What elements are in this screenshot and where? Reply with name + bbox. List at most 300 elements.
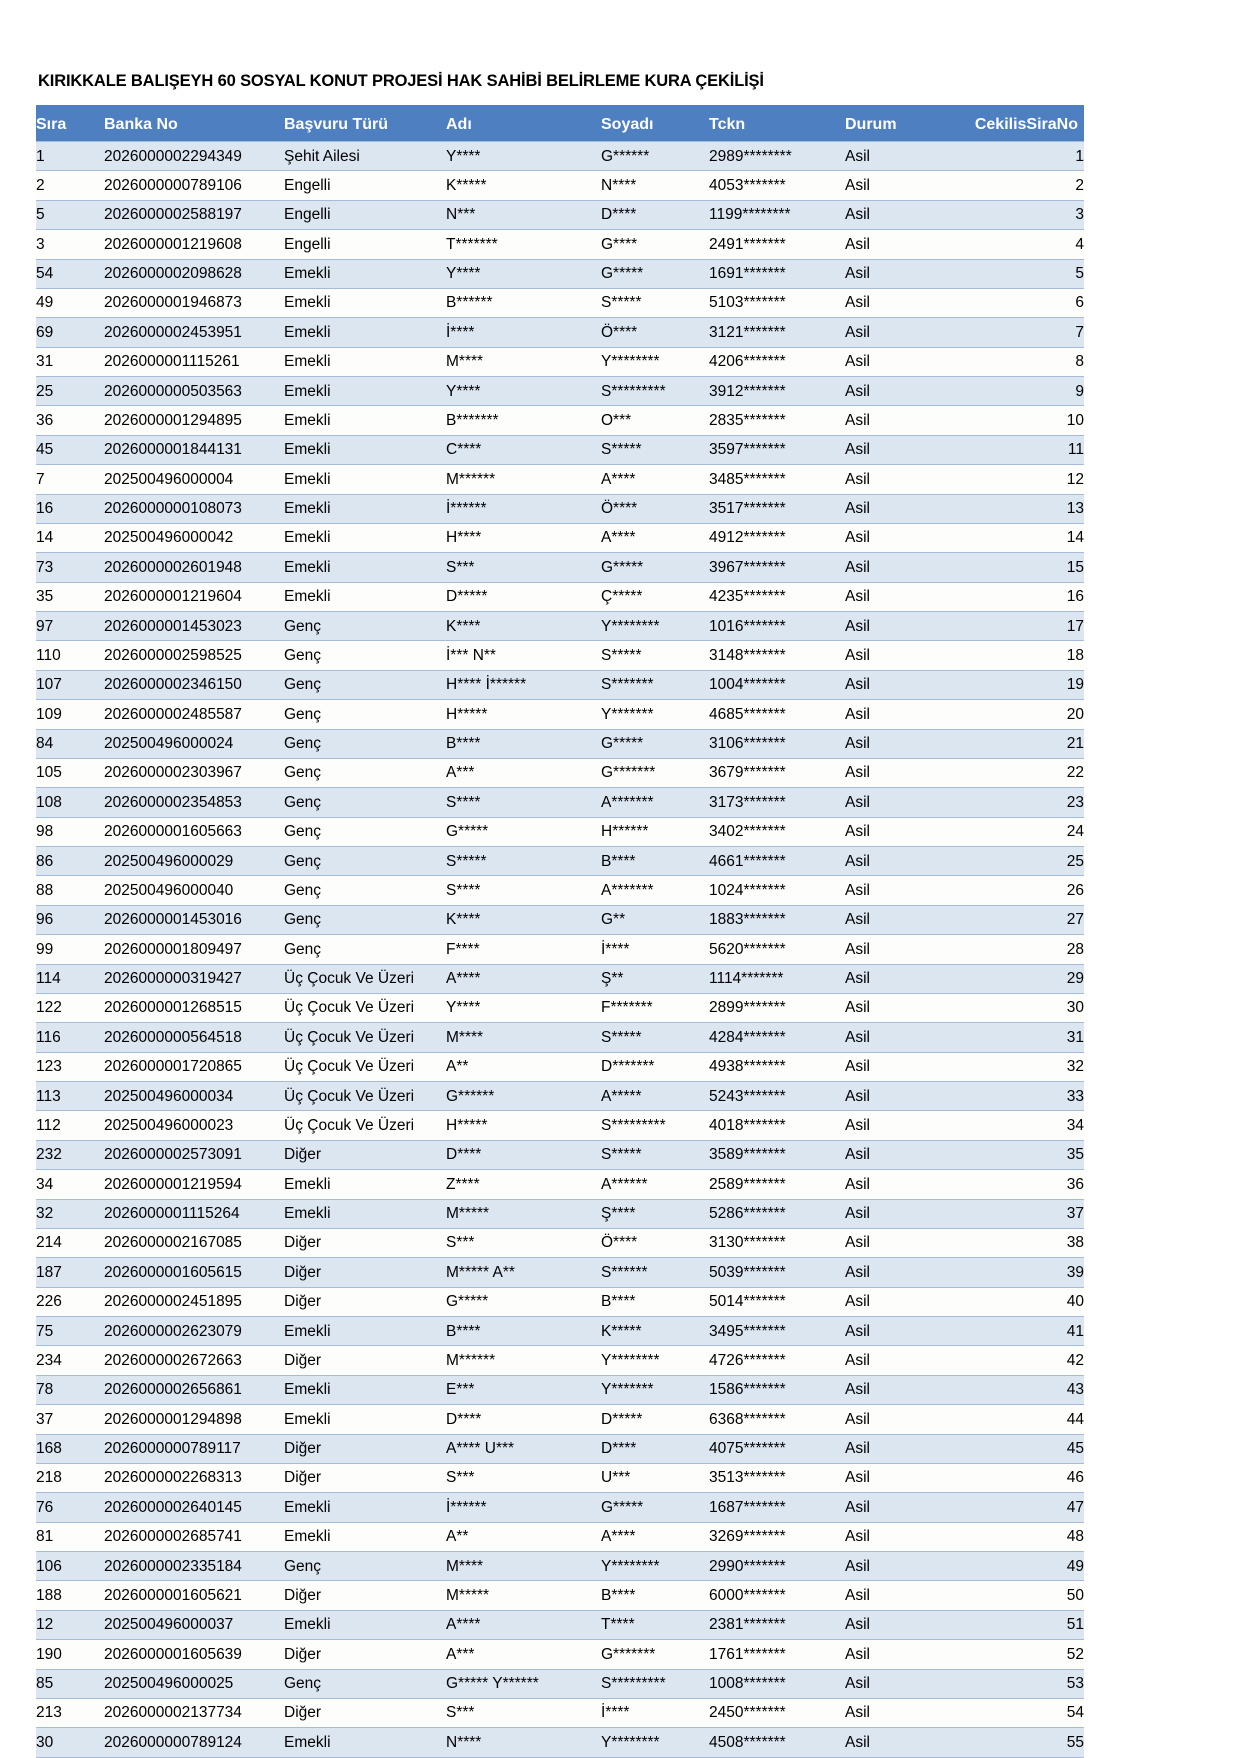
table-row[interactable] [36, 1640, 1084, 1669]
cell-durum: Asil [845, 729, 938, 758]
cell-sira: 112 [36, 1111, 104, 1140]
cell-basvuru: Diğer [284, 1581, 446, 1610]
cell-sira: 81 [36, 1522, 104, 1551]
table-row[interactable] [36, 1023, 1084, 1052]
cell-banka: 2026000002137734 [104, 1698, 284, 1727]
cell-soyadi: H****** [601, 817, 709, 846]
cell-cekilis: 44 [938, 1405, 1084, 1434]
cell-basvuru: Diğer [284, 1228, 446, 1257]
cell-adi: M***** A** [446, 1258, 601, 1287]
cell-tckn: 4726******* [709, 1346, 845, 1375]
table-row[interactable] [36, 582, 1084, 611]
cell-soyadi: G****** [601, 142, 709, 171]
cell-cekilis: 18 [938, 641, 1084, 670]
cell-soyadi: Y******** [601, 1728, 709, 1757]
cell-durum: Asil [845, 1317, 938, 1346]
cell-tckn: 3106******* [709, 729, 845, 758]
cell-sira: 14 [36, 523, 104, 552]
table-row[interactable] [36, 200, 1084, 229]
cell-tckn: 5620******* [709, 935, 845, 964]
table-row[interactable] [36, 142, 1084, 171]
cell-basvuru: Emekli [284, 288, 446, 317]
cell-basvuru: Genç [284, 758, 446, 787]
table-row[interactable] [36, 1698, 1084, 1727]
cell-durum: Asil [845, 171, 938, 200]
cell-soyadi: Y******* [601, 1375, 709, 1404]
cell-sira: 190 [36, 1640, 104, 1669]
table-body [36, 142, 1084, 1758]
cell-cekilis: 16 [938, 582, 1084, 611]
cell-durum: Asil [845, 1258, 938, 1287]
column-header-durum[interactable]: Durum [845, 105, 938, 142]
cell-sira: 234 [36, 1346, 104, 1375]
cell-basvuru: Diğer [284, 1140, 446, 1169]
cell-sira: 99 [36, 935, 104, 964]
cell-basvuru: Emekli [284, 1375, 446, 1404]
cell-cekilis: 52 [938, 1640, 1084, 1669]
cell-cekilis: 14 [938, 523, 1084, 552]
cell-banka: 2026000001115261 [104, 347, 284, 376]
cell-durum: Asil [845, 406, 938, 435]
cell-soyadi: B**** [601, 1581, 709, 1610]
cell-adi: C**** [446, 435, 601, 464]
page-title: KIRIKKALE BALIŞEYH 60 SOSYAL KONUT PROJESİ HAK SAHİBİ BELİRLEME KURA ÇEKİLİŞİ [38, 72, 764, 90]
table-row[interactable] [36, 612, 1084, 641]
cell-soyadi: Ş**** [601, 1199, 709, 1228]
cell-sira: 54 [36, 259, 104, 288]
table-row[interactable] [36, 377, 1084, 406]
table-row[interactable] [36, 964, 1084, 993]
cell-durum: Asil [845, 523, 938, 552]
cell-sira: 5 [36, 200, 104, 229]
column-header-tckn[interactable]: Tckn [709, 105, 845, 142]
cell-sira: 188 [36, 1581, 104, 1610]
cell-soyadi: B**** [601, 847, 709, 876]
cell-cekilis: 9 [938, 377, 1084, 406]
cell-basvuru: Emekli [284, 1728, 446, 1757]
cell-basvuru: Emekli [284, 1199, 446, 1228]
cell-sira: 16 [36, 494, 104, 523]
cell-tckn: 1761******* [709, 1640, 845, 1669]
cell-adi: A** [446, 1052, 601, 1081]
cell-banka: 2026000001219608 [104, 230, 284, 259]
cell-tckn: 3967******* [709, 553, 845, 582]
cell-basvuru: Engelli [284, 200, 446, 229]
cell-soyadi: Y******** [601, 612, 709, 641]
table-row[interactable] [36, 1493, 1084, 1522]
cell-sira: 113 [36, 1082, 104, 1111]
cell-soyadi: G***** [601, 259, 709, 288]
table-row[interactable] [36, 1522, 1084, 1551]
cell-cekilis: 33 [938, 1082, 1084, 1111]
cell-soyadi: S********* [601, 1669, 709, 1698]
cell-tckn: 4018******* [709, 1111, 845, 1140]
cell-durum: Asil [845, 905, 938, 934]
cell-adi: Y**** [446, 142, 601, 171]
cell-soyadi: İ**** [601, 935, 709, 964]
cell-cekilis: 32 [938, 1052, 1084, 1081]
cell-durum: Asil [845, 1052, 938, 1081]
cell-adi: İ****** [446, 1493, 601, 1522]
cell-durum: Asil [845, 200, 938, 229]
cell-sira: 30 [36, 1728, 104, 1757]
table-row[interactable] [36, 1082, 1084, 1111]
table-row[interactable] [36, 758, 1084, 787]
cell-tckn: 3121******* [709, 318, 845, 347]
cell-banka: 2026000001844131 [104, 435, 284, 464]
cell-banka: 202500496000025 [104, 1669, 284, 1698]
cell-basvuru: Emekli [284, 523, 446, 552]
cell-sira: 1 [36, 142, 104, 171]
table-row[interactable] [36, 318, 1084, 347]
cell-soyadi: A**** [601, 523, 709, 552]
cell-tckn: 4508******* [709, 1728, 845, 1757]
cell-banka: 2026000002303967 [104, 758, 284, 787]
cell-durum: Asil [845, 553, 938, 582]
cell-adi: N*** [446, 200, 601, 229]
cell-banka: 2026000001219604 [104, 582, 284, 611]
table-row[interactable] [36, 876, 1084, 905]
cell-soyadi: A**** [601, 1522, 709, 1551]
cell-adi: D**** [446, 1140, 601, 1169]
cell-banka: 2026000002354853 [104, 788, 284, 817]
cell-banka: 2026000001605639 [104, 1640, 284, 1669]
cell-banka: 2026000001720865 [104, 1052, 284, 1081]
table-row[interactable] [36, 641, 1084, 670]
cell-adi: S**** [446, 788, 601, 817]
table-row[interactable] [36, 1463, 1084, 1492]
table-row[interactable] [36, 171, 1084, 200]
cell-adi: S*** [446, 553, 601, 582]
cell-tckn: 3495******* [709, 1317, 845, 1346]
table-row[interactable] [36, 259, 1084, 288]
column-header-sira[interactable]: Sıra [36, 105, 104, 142]
cell-durum: Asil [845, 230, 938, 259]
cell-cekilis: 11 [938, 435, 1084, 464]
cell-basvuru: Üç Çocuk Ve Üzeri [284, 1052, 446, 1081]
cell-tckn: 5014******* [709, 1287, 845, 1316]
cell-cekilis: 21 [938, 729, 1084, 758]
cell-sira: 35 [36, 582, 104, 611]
cell-soyadi: G******* [601, 758, 709, 787]
table-row[interactable] [36, 1170, 1084, 1199]
cell-adi: M****** [446, 465, 601, 494]
table-row[interactable] [36, 347, 1084, 376]
cell-cekilis: 37 [938, 1199, 1084, 1228]
cell-adi: G****** [446, 1082, 601, 1111]
cell-sira: 75 [36, 1317, 104, 1346]
table-row[interactable] [36, 1346, 1084, 1375]
cell-durum: Asil [845, 1140, 938, 1169]
cell-adi: H**** İ****** [446, 670, 601, 699]
cell-durum: Asil [845, 700, 938, 729]
cell-sira: 123 [36, 1052, 104, 1081]
cell-tckn: 2450******* [709, 1698, 845, 1727]
cell-basvuru: Diğer [284, 1287, 446, 1316]
table-row[interactable] [36, 523, 1084, 552]
cell-tckn: 1008******* [709, 1669, 845, 1698]
cell-basvuru: Genç [284, 905, 446, 934]
cell-adi: A**** [446, 964, 601, 993]
cell-tckn: 4685******* [709, 700, 845, 729]
cell-sira: 85 [36, 1669, 104, 1698]
cell-cekilis: 47 [938, 1493, 1084, 1522]
cell-soyadi: S******* [601, 670, 709, 699]
cell-soyadi: Ş** [601, 964, 709, 993]
cell-tckn: 4912******* [709, 523, 845, 552]
cell-tckn: 3485******* [709, 465, 845, 494]
cell-adi: G***** [446, 817, 601, 846]
cell-adi: S**** [446, 876, 601, 905]
table-row[interactable] [36, 670, 1084, 699]
cell-durum: Asil [845, 1493, 938, 1522]
cell-sira: 97 [36, 612, 104, 641]
column-header-basvuru-turu[interactable]: Başvuru Türü [284, 105, 446, 142]
cell-durum: Asil [845, 435, 938, 464]
cell-cekilis: 53 [938, 1669, 1084, 1698]
table-row[interactable] [36, 1140, 1084, 1169]
cell-durum: Asil [845, 1023, 938, 1052]
cell-adi: A*** [446, 1640, 601, 1669]
cell-tckn: 2589******* [709, 1170, 845, 1199]
cell-cekilis: 20 [938, 700, 1084, 729]
table-row[interactable] [36, 230, 1084, 259]
cell-sira: 76 [36, 1493, 104, 1522]
cell-sira: 69 [36, 318, 104, 347]
cell-sira: 37 [36, 1405, 104, 1434]
cell-tckn: 4661******* [709, 847, 845, 876]
cell-durum: Asil [845, 1552, 938, 1581]
cell-adi: D***** [446, 582, 601, 611]
cell-banka: 2026000002451895 [104, 1287, 284, 1316]
cell-banka: 2026000001294898 [104, 1405, 284, 1434]
cell-soyadi: G***** [601, 1493, 709, 1522]
table-row[interactable] [36, 1317, 1084, 1346]
cell-sira: 25 [36, 377, 104, 406]
cell-adi: N**** [446, 1728, 601, 1757]
cell-cekilis: 27 [938, 905, 1084, 934]
cell-sira: 34 [36, 1170, 104, 1199]
cell-tckn: 1691******* [709, 259, 845, 288]
cell-durum: Asil [845, 964, 938, 993]
cell-sira: 105 [36, 758, 104, 787]
cell-banka: 2026000000564518 [104, 1023, 284, 1052]
table-row[interactable] [36, 435, 1084, 464]
cell-sira: 2 [36, 171, 104, 200]
cell-banka: 2026000002685741 [104, 1522, 284, 1551]
cell-cekilis: 19 [938, 670, 1084, 699]
table-row[interactable] [36, 1552, 1084, 1581]
cell-banka: 2026000000789124 [104, 1728, 284, 1757]
cell-sira: 84 [36, 729, 104, 758]
cell-sira: 78 [36, 1375, 104, 1404]
cell-soyadi: A******* [601, 876, 709, 905]
cell-basvuru: Diğer [284, 1463, 446, 1492]
cell-adi: D**** [446, 1405, 601, 1434]
cell-tckn: 3173******* [709, 788, 845, 817]
cell-basvuru: Genç [284, 876, 446, 905]
table-row[interactable] [36, 465, 1084, 494]
cell-sira: 116 [36, 1023, 104, 1052]
cell-adi: K**** [446, 612, 601, 641]
cell-basvuru: Emekli [284, 465, 446, 494]
cell-banka: 202500496000040 [104, 876, 284, 905]
cell-basvuru: Emekli [284, 377, 446, 406]
cell-adi: İ****** [446, 494, 601, 523]
cell-basvuru: Genç [284, 935, 446, 964]
cell-banka: 2026000002335184 [104, 1552, 284, 1581]
cell-basvuru: Emekli [284, 1610, 446, 1639]
cell-sira: 214 [36, 1228, 104, 1257]
table-row[interactable] [36, 1199, 1084, 1228]
cell-cekilis: 15 [938, 553, 1084, 582]
cell-banka: 2026000001605663 [104, 817, 284, 846]
cell-soyadi: F******* [601, 993, 709, 1022]
cell-sira: 88 [36, 876, 104, 905]
cell-durum: Asil [845, 1434, 938, 1463]
cell-tckn: 3402******* [709, 817, 845, 846]
cell-banka: 2026000002601948 [104, 553, 284, 582]
table-row[interactable] [36, 1581, 1084, 1610]
cell-tckn: 2989******** [709, 142, 845, 171]
cell-soyadi: Y******** [601, 1552, 709, 1581]
cell-soyadi: G***** [601, 729, 709, 758]
table-row[interactable] [36, 935, 1084, 964]
cell-sira: 86 [36, 847, 104, 876]
cell-adi: K**** [446, 905, 601, 934]
cell-durum: Asil [845, 758, 938, 787]
cell-cekilis: 10 [938, 406, 1084, 435]
table-row[interactable] [36, 494, 1084, 523]
table-row[interactable] [36, 1728, 1084, 1757]
cell-soyadi: S********* [601, 377, 709, 406]
cell-sira: 187 [36, 1258, 104, 1287]
cell-adi: A*** [446, 758, 601, 787]
cell-banka: 2026000000108073 [104, 494, 284, 523]
cell-adi: M***** [446, 1199, 601, 1228]
table-row[interactable] [36, 847, 1084, 876]
cell-adi: B**** [446, 729, 601, 758]
cell-soyadi: G***** [601, 553, 709, 582]
cell-banka: 2026000001453023 [104, 612, 284, 641]
table-row[interactable] [36, 1610, 1084, 1639]
table-row[interactable] [36, 817, 1084, 846]
cell-basvuru: Üç Çocuk Ve Üzeri [284, 964, 446, 993]
cell-adi: A**** [446, 1610, 601, 1639]
cell-cekilis: 24 [938, 817, 1084, 846]
cell-basvuru: Emekli [284, 347, 446, 376]
cell-soyadi: Ö**** [601, 318, 709, 347]
cell-basvuru: Üç Çocuk Ve Üzeri [284, 993, 446, 1022]
table-row[interactable] [36, 1228, 1084, 1257]
cell-soyadi: D******* [601, 1052, 709, 1081]
cell-cekilis: 29 [938, 964, 1084, 993]
cell-cekilis: 12 [938, 465, 1084, 494]
table-row[interactable] [36, 1052, 1084, 1081]
cell-basvuru: Üç Çocuk Ve Üzeri [284, 1082, 446, 1111]
cell-cekilis: 13 [938, 494, 1084, 523]
cell-sira: 213 [36, 1698, 104, 1727]
cell-tckn: 5286******* [709, 1199, 845, 1228]
table-row[interactable] [36, 1287, 1084, 1316]
cell-banka: 202500496000034 [104, 1082, 284, 1111]
cell-sira: 98 [36, 817, 104, 846]
cell-soyadi: K***** [601, 1317, 709, 1346]
table-row[interactable] [36, 553, 1084, 582]
cell-banka: 2026000001219594 [104, 1170, 284, 1199]
table-header-row [36, 105, 1084, 142]
cell-tckn: 5103******* [709, 288, 845, 317]
cell-tckn: 1199******** [709, 200, 845, 229]
table-row[interactable] [36, 1669, 1084, 1698]
cell-banka: 2026000001115264 [104, 1199, 284, 1228]
table-row[interactable] [36, 406, 1084, 435]
table-row[interactable] [36, 788, 1084, 817]
cell-sira: 110 [36, 641, 104, 670]
cell-durum: Asil [845, 318, 938, 347]
cell-tckn: 4235******* [709, 582, 845, 611]
cell-adi: H***** [446, 1111, 601, 1140]
cell-basvuru: Diğer [284, 1640, 446, 1669]
column-header-cekilis-sira-no[interactable]: CekilisSiraNo [938, 105, 1084, 142]
cell-adi: M**** [446, 1023, 601, 1052]
cell-banka: 2026000001605621 [104, 1581, 284, 1610]
cell-durum: Asil [845, 142, 938, 171]
table-row[interactable] [36, 700, 1084, 729]
cell-sira: 45 [36, 435, 104, 464]
table-row[interactable] [36, 288, 1084, 317]
cell-durum: Asil [845, 465, 938, 494]
table-row[interactable] [36, 1405, 1084, 1434]
column-header-adi[interactable]: Adı [446, 105, 601, 142]
cell-durum: Asil [845, 1522, 938, 1551]
cell-banka: 2026000002588197 [104, 200, 284, 229]
cell-cekilis: 43 [938, 1375, 1084, 1404]
column-header-banka-no[interactable]: Banka No [104, 105, 284, 142]
cell-durum: Asil [845, 1669, 938, 1698]
cell-tckn: 2381******* [709, 1610, 845, 1639]
cell-basvuru: Genç [284, 641, 446, 670]
cell-sira: 31 [36, 347, 104, 376]
cell-adi: S*** [446, 1463, 601, 1492]
cell-durum: Asil [845, 1698, 938, 1727]
cell-cekilis: 3 [938, 200, 1084, 229]
table-row[interactable] [36, 1434, 1084, 1463]
cell-tckn: 1004******* [709, 670, 845, 699]
cell-durum: Asil [845, 582, 938, 611]
cell-adi: G***** [446, 1287, 601, 1316]
cell-durum: Asil [845, 876, 938, 905]
cell-basvuru: Genç [284, 788, 446, 817]
table-row[interactable] [36, 729, 1084, 758]
table-row[interactable] [36, 1375, 1084, 1404]
cell-adi: T******* [446, 230, 601, 259]
cell-adi: Z**** [446, 1170, 601, 1199]
table-row[interactable] [36, 1258, 1084, 1287]
table-row[interactable] [36, 905, 1084, 934]
cell-durum: Asil [845, 1581, 938, 1610]
cell-cekilis: 30 [938, 993, 1084, 1022]
cell-basvuru: Üç Çocuk Ve Üzeri [284, 1023, 446, 1052]
table-row[interactable] [36, 1111, 1084, 1140]
cell-sira: 109 [36, 700, 104, 729]
cell-tckn: 4053******* [709, 171, 845, 200]
column-header-soyadi[interactable]: Soyadı [601, 105, 709, 142]
cell-cekilis: 22 [938, 758, 1084, 787]
cell-banka: 2026000001809497 [104, 935, 284, 964]
cell-soyadi: A****** [601, 1170, 709, 1199]
table-row[interactable] [36, 993, 1084, 1022]
